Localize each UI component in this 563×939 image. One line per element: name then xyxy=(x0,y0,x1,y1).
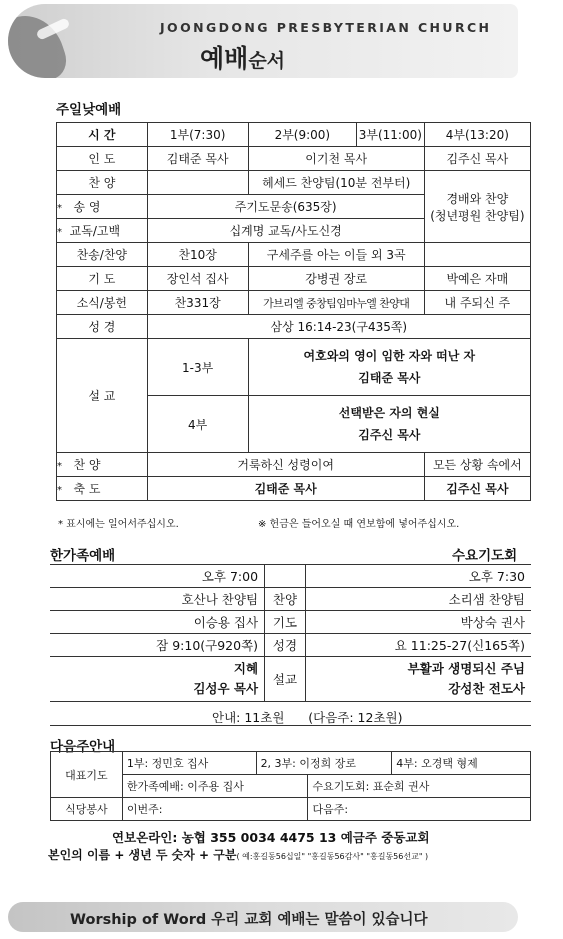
family-sermon: 지혜 김성우 목사 xyxy=(50,657,265,702)
offering-label: 소식/봉헌 xyxy=(57,291,148,315)
rep-23: 2, 3부: 이정희 장로 xyxy=(256,752,392,775)
benediction-value: 김태준 목사 xyxy=(147,477,424,501)
family-praise: 호산나 찬양팀 xyxy=(50,588,265,611)
rep-prayer-label: 대표기도 xyxy=(51,752,123,798)
time-label: 시 간 xyxy=(57,123,148,147)
next-week-title: 다음주안내 xyxy=(50,739,116,755)
time-3: 3부(11:00) xyxy=(357,123,425,147)
table-row xyxy=(50,565,531,588)
confession-label: * 교독/고백 xyxy=(57,219,148,243)
offering-4: 내 주되신 주 xyxy=(424,291,530,315)
sermon-a: 여호와의 영이 임한 자와 떠난 자 김태준 목사 xyxy=(248,339,530,396)
hymn-1: 찬10장 xyxy=(147,243,248,267)
table-row xyxy=(51,798,531,821)
prayer-2: 강병권 장로 xyxy=(248,267,424,291)
hymn-label: 찬송/찬양 xyxy=(57,243,148,267)
note-stand: * 표시에는 일어서주십시오. xyxy=(58,519,179,530)
header-banner xyxy=(8,4,518,78)
footer-banner xyxy=(8,902,518,932)
prayer-1: 장인석 집사 xyxy=(147,267,248,291)
table-row xyxy=(50,634,531,657)
wednesday-prayer: 박상숙 권사 xyxy=(305,611,531,634)
online-offering-line: 연보온라인: 농협 355 0034 4475 13 예금주 중동교회 xyxy=(112,830,430,845)
table-row xyxy=(57,315,531,339)
time-2: 2부(9:00) xyxy=(248,123,356,147)
wednesday-praise: 소리샘 찬양팀 xyxy=(305,588,531,611)
worship-praise: 경배와 찬양 (청년평원 찬양팀) xyxy=(424,171,530,243)
praise-label: 찬 양 xyxy=(57,171,148,195)
offering-2: 가브리엘 중창팀임마누엘 찬양대 xyxy=(248,291,424,315)
scripture-value: 삼상 16:14-23(구435쪽) xyxy=(147,315,530,339)
time-4: 4부(13:20) xyxy=(424,123,530,147)
rep-4: 4부: 오경택 형제 xyxy=(392,752,531,775)
sermon-b: 선택받은 자의 현실 김주신 목사 xyxy=(248,396,530,453)
row-label-praise: 찬양 xyxy=(265,588,306,611)
row-label-sermon: 설교 xyxy=(265,657,306,702)
leader-label: 인 도 xyxy=(57,147,148,171)
family-section-title: 한가족예배 xyxy=(50,548,116,564)
hymn-2: 구세주를 아는 이들 외 3곡 xyxy=(248,243,424,267)
church-name: JOONGDONG PRESBYTERIAN CHURCH xyxy=(160,20,492,35)
footer-slogan: Worship of Word 우리 교회 예배는 말씀이 있습니다 xyxy=(70,912,428,928)
online-offering-format: 본인의 이름 + 생년 두 숫자 + 구분( 예:홍길동56십일" "홍길동56감사" "홍길동56선교" ) xyxy=(48,848,429,862)
rep-1: 1부: 정민호 집사 xyxy=(122,752,256,775)
table-row xyxy=(57,291,531,315)
table-row xyxy=(57,477,531,501)
scripture-label: 성 경 xyxy=(57,315,148,339)
kitchen-this: 이번주: xyxy=(122,798,308,821)
offering-1: 찬331장 xyxy=(147,291,248,315)
wednesday-sermon: 부활과 생명되신 주님 강성찬 전도사 xyxy=(305,657,531,702)
leader-1: 김태준 목사 xyxy=(147,147,248,171)
table-row xyxy=(51,752,531,775)
confession-value: 십계명 교독/사도신경 xyxy=(147,219,424,243)
sermon-b-service: 4부 xyxy=(147,396,248,453)
prayer-label: 기 도 xyxy=(57,267,148,291)
sermon-a-service: 1-3부 xyxy=(147,339,248,396)
wednesday-time: 오후 7:30 xyxy=(305,565,531,588)
benediction-4: 김주신 목사 xyxy=(424,477,530,501)
leader-4: 김주신 목사 xyxy=(424,147,530,171)
family-time: 오후 7:00 xyxy=(50,565,265,588)
table-row xyxy=(51,775,531,798)
closing-label: * 찬 양 xyxy=(57,453,148,477)
doxology-label: * 송 영 xyxy=(57,195,148,219)
time-1: 1부(7:30) xyxy=(147,123,248,147)
table-row xyxy=(50,588,531,611)
benediction-label: * 축 도 xyxy=(57,477,148,501)
rep-wed: 수요기도회: 표순희 권사 xyxy=(308,775,531,798)
table-row xyxy=(57,267,531,291)
row-label-scripture: 성경 xyxy=(265,634,306,657)
table-row xyxy=(50,657,531,702)
family-table xyxy=(50,564,531,702)
kitchen-next: 다음주: xyxy=(308,798,531,821)
table-row xyxy=(57,339,531,396)
sunday-section-title: 주일낮예배 xyxy=(56,102,122,118)
doxology-value: 주기도문송(635장) xyxy=(147,195,424,219)
table-row xyxy=(57,453,531,477)
kitchen-label: 식당봉사 xyxy=(51,798,123,821)
leader-2: 이기천 목사 xyxy=(248,147,424,171)
table-row xyxy=(57,123,531,147)
closing-value: 거룩하신 성령이여 xyxy=(147,453,424,477)
praise-value: 헤세드 찬양팀(10분 전부터) xyxy=(248,171,424,195)
praise-1-empty xyxy=(147,171,248,195)
table-row xyxy=(50,611,531,634)
guide-text: 안내: 11초원 (다음주: 12초원) xyxy=(212,710,403,725)
divider xyxy=(50,725,531,726)
wednesday-section-title: 수요기도회 xyxy=(452,548,518,564)
hymn-4-empty xyxy=(424,243,530,267)
row-label-prayer: 기도 xyxy=(265,611,306,634)
family-scripture: 잠 9:10(구920쪽) xyxy=(50,634,265,657)
hands-image xyxy=(8,6,71,78)
family-prayer: 이승용 집사 xyxy=(50,611,265,634)
table-row xyxy=(57,171,531,195)
table-row xyxy=(57,243,531,267)
closing-4: 모든 상황 속에서 xyxy=(424,453,530,477)
table-row xyxy=(57,147,531,171)
row-label-empty xyxy=(265,565,306,588)
sermon-label: 설 교 xyxy=(57,339,148,453)
prayer-4: 박예은 자매 xyxy=(424,267,530,291)
wednesday-scripture: 요 11:25-27(신165쪽) xyxy=(305,634,531,657)
rep-family: 한가족예배: 이주용 집사 xyxy=(122,775,308,798)
next-week-table xyxy=(50,751,531,821)
note-offering: ※ 헌금은 들어오실 때 연보함에 넣어주십시오. xyxy=(258,519,460,530)
sunday-order-table xyxy=(56,122,531,501)
page-title: 예배순서 xyxy=(200,44,286,73)
